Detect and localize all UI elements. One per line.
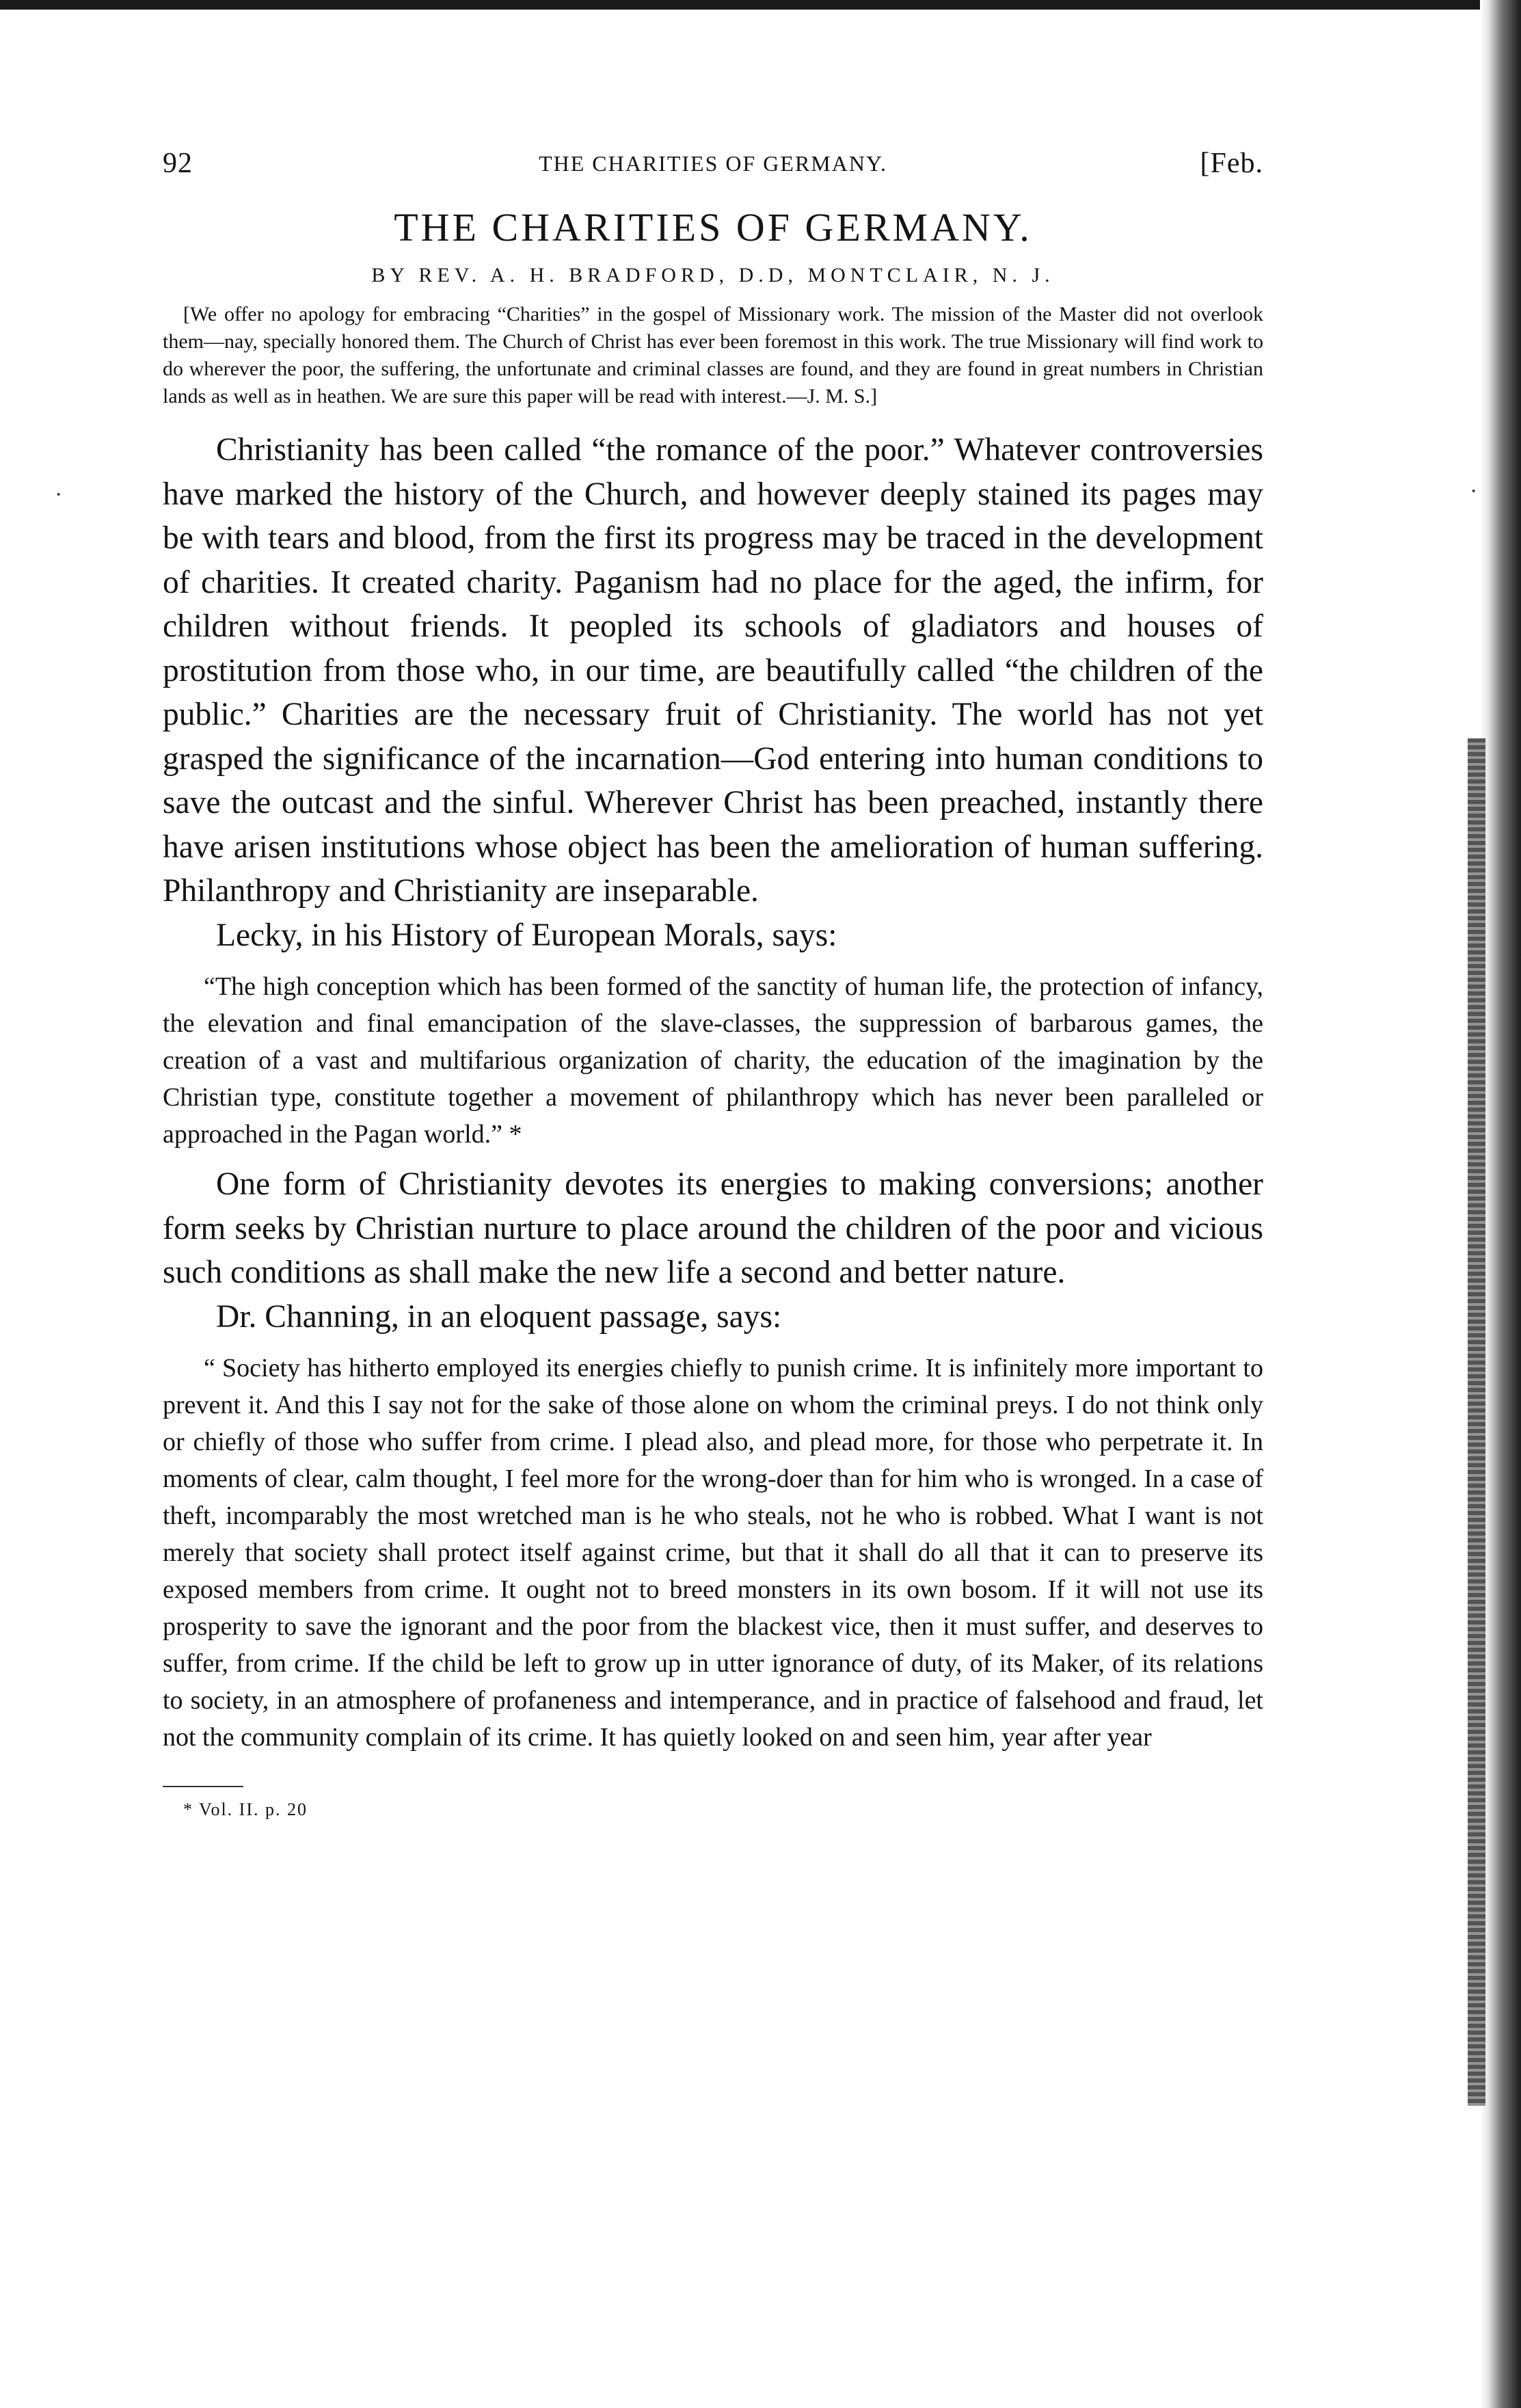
- scan-top-edge: [0, 0, 1521, 10]
- editor-note: [We offer no apology for embracing “Charities” in the gospel of Missionary work. The mission of the Master did not overlook them—nay, specially honored them. The Church of Christ has ever been foremost in this work. The true Missionary will find work to do wherever the poor, the suffering, the unfortunate and criminal classes are found, and they are found in great numbers in Christian lands as well as in heathen. We are sure this paper will be read with interest.—J. M. S.]: [163, 303, 1263, 407]
- body-paragraph: Lecky, in his History of European Morals, says:: [216, 917, 837, 953]
- block-quote: “The high conception which has been formed of the sanctity of human life, the protection of infancy, the elevation and final emancipation of the slave-classes, the suppression of barbarous games, the creation of a vast and multifarious organization of charity, the education of the imagination by the Christian type, constitute together a movement of philanthropy which has never been paralleled or approached in the Pagan world.” *: [163, 972, 1263, 1149]
- page: [163, 147, 1263, 1820]
- running-date: [Feb.: [1200, 148, 1263, 179]
- scan-binding-shadow: [1468, 738, 1485, 2106]
- body-paragraph: One form of Christianity devotes its energies to making conversions; another form seeks by Christian nurture to place around the children of the poor and vicious such conditions as shall make the new life a second and better nature.: [163, 1166, 1263, 1290]
- article-title: THE CHARITIES OF GERMANY.: [394, 205, 1032, 250]
- running-head: [163, 147, 1263, 188]
- footnote-rule: [163, 1786, 243, 1787]
- byline: BY REV. A. H. BRADFORD, D.D, MONTCLAIR, N. J.: [371, 264, 1055, 286]
- page-number: 92: [163, 148, 193, 179]
- body-paragraph: Christianity has been called “the romance of the poor.” Whatever controversies have marked the history of the Church, and however deeply stained its pages may be with tears and blood, from the first its progress may be traced in the development of charities. It created charity. Paganism had no place for the aged, the infirm, for children without friends. It peopled its schools of gladiators and houses of prostitution from those who, in our time, are beautifully called “the children of the public.” Charities are the necessary fruit of Christianity. The world has not yet grasped the significance of the incarnation—God entering into human conditions to save the outcast and the sinful. Wherever Christ has been preached, instantly there have arisen institutions whose object has been the amelioration of human suffering. Philanthropy and Christianity are inseparable.: [163, 432, 1263, 909]
- scan-speck: ·: [55, 482, 63, 507]
- scan-speck: ·: [1470, 479, 1478, 504]
- block-quote: “ Society has hitherto employed its energies chiefly to punish crime. It is infinitely more important to prevent it. And this I say not for the sake of those alone on whom the criminal preys. I do not think only or chiefly of those who suffer from crime. I plead also, and plead more, for those who perpetrate it. In moments of clear, calm thought, I feel more for the wrong-doer than for him who is wronged. In a case of theft, incomparably the most wretched man is he who steals, not he who is robbed. What I want is not merely that society shall protect itself against crime, but that it shall do all that it can to preserve its exposed members from crime. It ought not to breed monsters in its own bosom. If it will not use its prosperity to save the ignorant and the poor from the blackest vice, then it must suffer, and deserves to suffer, from crime. If the child be left to grow up in utter ignorance of duty, of its Maker, of its relations to society, in an atmosphere of profaneness and intemperance, and in practice of falsehood and fraud, let not the community complain of its crime. It has quietly looked on and seen him, year after year: [163, 1354, 1263, 1752]
- scan-right-edge: [1480, 0, 1521, 2408]
- footnote: * Vol. II. p. 20: [183, 1800, 308, 1819]
- body-paragraph: Dr. Channing, in an eloquent passage, says:: [216, 1298, 782, 1335]
- running-title: THE CHARITIES OF GERMANY.: [539, 151, 887, 176]
